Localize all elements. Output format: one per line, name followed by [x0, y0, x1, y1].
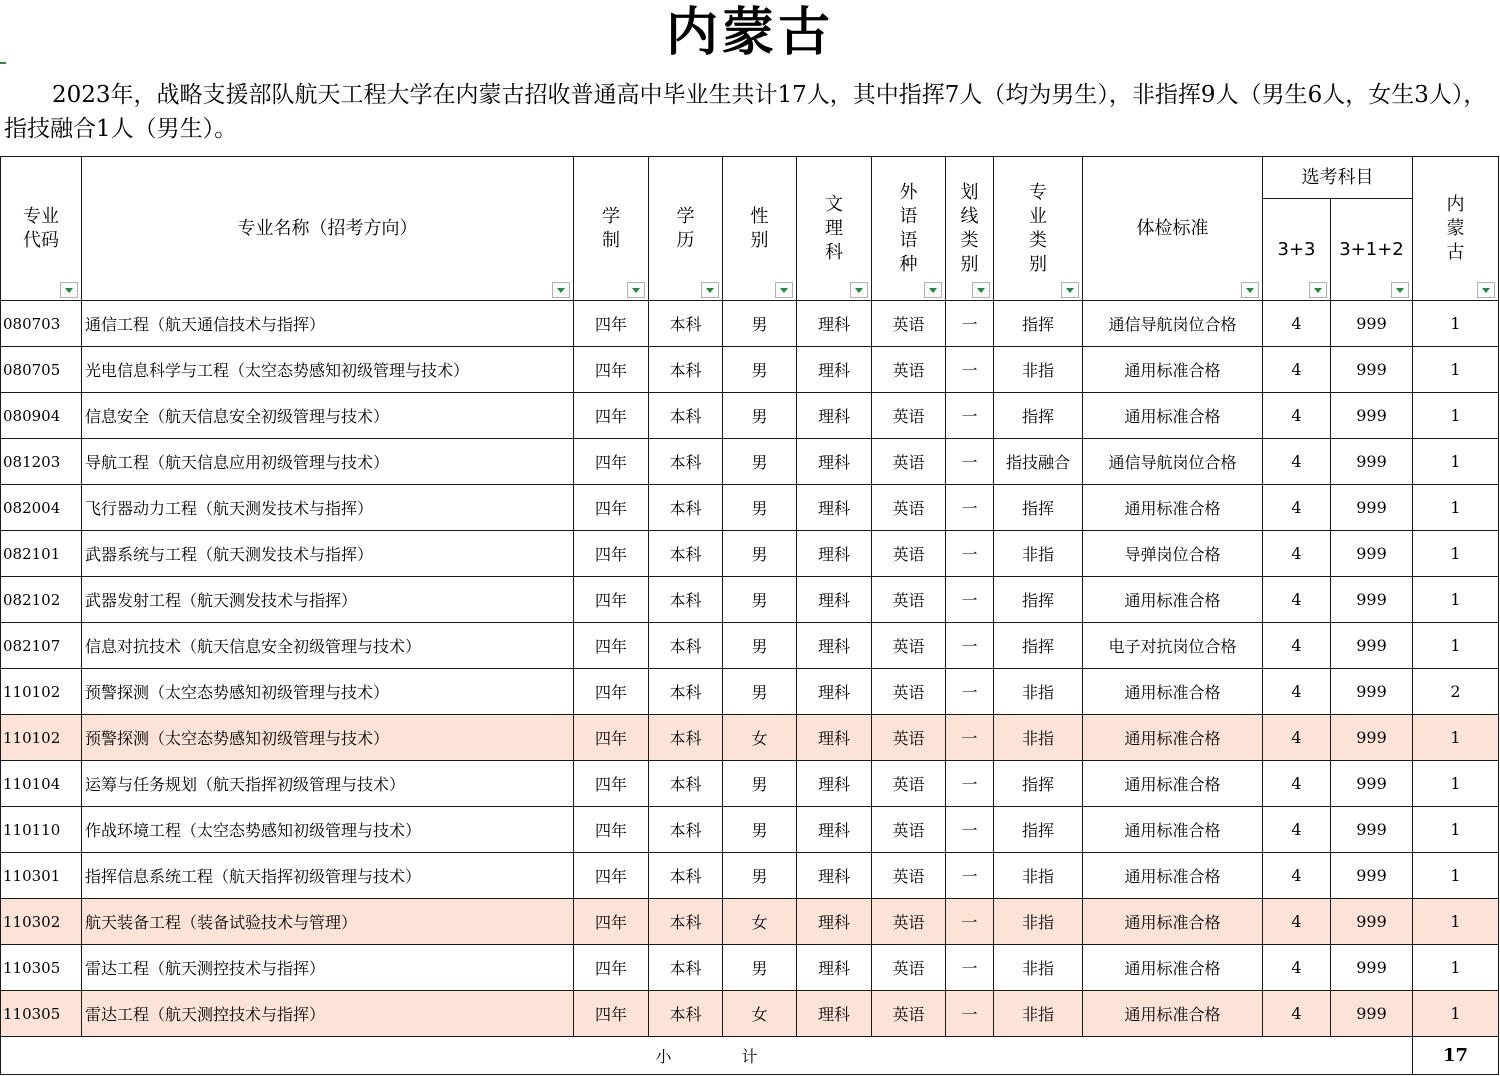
admission-table: [0, 156, 1499, 1075]
cell-language: 英语: [872, 347, 946, 393]
cell-gender: 女: [723, 991, 797, 1037]
cell-name: 雷达工程（航天测控技术与指挥）: [82, 991, 574, 1037]
cell-code: 082102: [1, 577, 82, 623]
cell-quota: 1: [1413, 577, 1499, 623]
cell-major-type: 非指: [994, 945, 1083, 991]
subtotal-label: 小 计: [1, 1037, 1413, 1075]
cell-e312: 999: [1331, 807, 1413, 853]
cell-gender: 男: [723, 347, 797, 393]
cell-line-type: 一: [946, 761, 994, 807]
cell-duration: 四年: [574, 301, 649, 347]
cell-degree: 本科: [649, 715, 723, 761]
cell-e33: 4: [1263, 761, 1331, 807]
cell-degree: 本科: [649, 945, 723, 991]
cell-e312: 999: [1331, 991, 1413, 1037]
table-row: [1, 485, 1499, 531]
cell-quota: 1: [1413, 301, 1499, 347]
cell-duration: 四年: [574, 485, 649, 531]
header-line-type: 划 线 类 别: [946, 157, 994, 301]
cell-degree: 本科: [649, 393, 723, 439]
cell-major-type: 非指: [994, 899, 1083, 945]
cell-gender: 女: [723, 715, 797, 761]
cell-major-type: 指挥: [994, 485, 1083, 531]
filter-dropdown-icon[interactable]: [60, 282, 78, 298]
cell-duration: 四年: [574, 577, 649, 623]
cell-duration: 四年: [574, 623, 649, 669]
cell-line-type: 一: [946, 439, 994, 485]
cell-physical: 通信导航岗位合格: [1083, 439, 1263, 485]
cell-quota: 1: [1413, 899, 1499, 945]
table-row: [1, 807, 1499, 853]
page-title: 内蒙古: [665, 2, 834, 63]
cell-name: 运筹与任务规划（航天指挥初级管理与技术）: [82, 761, 574, 807]
cell-e33: 4: [1263, 715, 1331, 761]
cell-track: 理科: [797, 531, 872, 577]
cell-track: 理科: [797, 669, 872, 715]
header-physical: 体检标准: [1083, 157, 1263, 301]
cell-line-type: 一: [946, 991, 994, 1037]
cell-duration: 四年: [574, 991, 649, 1037]
cell-corner-mark: [0, 62, 6, 68]
cell-duration: 四年: [574, 853, 649, 899]
cell-major-type: 非指: [994, 669, 1083, 715]
filter-dropdown-icon[interactable]: [1061, 282, 1079, 298]
cell-quota: 1: [1413, 945, 1499, 991]
cell-e312: 999: [1331, 485, 1413, 531]
cell-physical: 通用标准合格: [1083, 715, 1263, 761]
cell-code: 082101: [1, 531, 82, 577]
cell-physical: 通用标准合格: [1083, 853, 1263, 899]
cell-name: 信息安全（航天信息安全初级管理与技术）: [82, 393, 574, 439]
cell-language: 英语: [872, 485, 946, 531]
cell-e312: 999: [1331, 715, 1413, 761]
cell-major-type: 指技融合: [994, 439, 1083, 485]
cell-quota: 1: [1413, 531, 1499, 577]
filter-dropdown-icon[interactable]: [850, 282, 868, 298]
cell-code: 082107: [1, 623, 82, 669]
cell-e33: 4: [1263, 945, 1331, 991]
cell-duration: 四年: [574, 761, 649, 807]
cell-track: 理科: [797, 301, 872, 347]
cell-line-type: 一: [946, 393, 994, 439]
cell-track: 理科: [797, 899, 872, 945]
cell-duration: 四年: [574, 347, 649, 393]
cell-line-type: 一: [946, 623, 994, 669]
cell-name: 航天装备工程（装备试验技术与管理）: [82, 899, 574, 945]
cell-e33: 4: [1263, 623, 1331, 669]
cell-language: 英语: [872, 761, 946, 807]
cell-gender: 男: [723, 945, 797, 991]
cell-code: 080904: [1, 393, 82, 439]
cell-degree: 本科: [649, 531, 723, 577]
cell-name: 武器发射工程（航天测发技术与指挥）: [82, 577, 574, 623]
cell-track: 理科: [797, 393, 872, 439]
cell-e33: 4: [1263, 393, 1331, 439]
cell-degree: 本科: [649, 485, 723, 531]
cell-language: 英语: [872, 853, 946, 899]
cell-e33: 4: [1263, 531, 1331, 577]
cell-track: 理科: [797, 347, 872, 393]
cell-duration: 四年: [574, 669, 649, 715]
filter-dropdown-icon[interactable]: [775, 282, 793, 298]
cell-e33: 4: [1263, 485, 1331, 531]
cell-degree: 本科: [649, 669, 723, 715]
cell-name: 预警探测（太空态势感知初级管理与技术）: [82, 715, 574, 761]
cell-gender: 男: [723, 485, 797, 531]
cell-track: 理科: [797, 761, 872, 807]
cell-gender: 男: [723, 393, 797, 439]
cell-quota: 1: [1413, 853, 1499, 899]
cell-code: 081203: [1, 439, 82, 485]
header-duration: 学 制: [574, 157, 649, 301]
cell-name: 预警探测（太空态势感知初级管理与技术）: [82, 669, 574, 715]
cell-duration: 四年: [574, 899, 649, 945]
cell-duration: 四年: [574, 715, 649, 761]
header-track: 文 理 科: [797, 157, 872, 301]
header-gender: 性 别: [723, 157, 797, 301]
cell-quota: 1: [1413, 439, 1499, 485]
cell-name: 光电信息科学与工程（太空态势感知初级管理与技术）: [82, 347, 574, 393]
cell-gender: 男: [723, 531, 797, 577]
subtotal-row: [1, 1037, 1499, 1075]
cell-language: 英语: [872, 393, 946, 439]
table-row: [1, 301, 1499, 347]
cell-major-type: 非指: [994, 991, 1083, 1037]
cell-e312: 999: [1331, 761, 1413, 807]
cell-e312: 999: [1331, 945, 1413, 991]
cell-code: 110301: [1, 853, 82, 899]
filter-dropdown-icon[interactable]: [1309, 282, 1327, 298]
cell-physical: 电子对抗岗位合格: [1083, 623, 1263, 669]
cell-physical: 通用标准合格: [1083, 807, 1263, 853]
header-language: 外 语 语 种: [872, 157, 946, 301]
cell-language: 英语: [872, 439, 946, 485]
cell-gender: 男: [723, 623, 797, 669]
header-elective: 选考科目: [1263, 157, 1413, 199]
cell-gender: 男: [723, 439, 797, 485]
cell-e312: 999: [1331, 301, 1413, 347]
cell-code: 110110: [1, 807, 82, 853]
cell-physical: 通用标准合格: [1083, 485, 1263, 531]
cell-quota: 1: [1413, 623, 1499, 669]
cell-degree: 本科: [649, 347, 723, 393]
cell-gender: 男: [723, 577, 797, 623]
cell-line-type: 一: [946, 577, 994, 623]
cell-quota: 2: [1413, 669, 1499, 715]
cell-line-type: 一: [946, 485, 994, 531]
filter-dropdown-icon[interactable]: [924, 282, 942, 298]
cell-track: 理科: [797, 853, 872, 899]
cell-major-type: 非指: [994, 531, 1083, 577]
cell-line-type: 一: [946, 945, 994, 991]
cell-degree: 本科: [649, 991, 723, 1037]
cell-code: 110102: [1, 669, 82, 715]
filter-dropdown-icon[interactable]: [1391, 282, 1409, 298]
table-row: [1, 853, 1499, 899]
cell-quota: 1: [1413, 715, 1499, 761]
cell-major-type: 指挥: [994, 623, 1083, 669]
cell-gender: 男: [723, 853, 797, 899]
cell-language: 英语: [872, 991, 946, 1037]
cell-e312: 999: [1331, 531, 1413, 577]
cell-code: 110305: [1, 991, 82, 1037]
cell-e33: 4: [1263, 347, 1331, 393]
cell-quota: 1: [1413, 807, 1499, 853]
cell-code: 110102: [1, 715, 82, 761]
cell-line-type: 一: [946, 531, 994, 577]
cell-quota: 1: [1413, 485, 1499, 531]
cell-major-type: 指挥: [994, 577, 1083, 623]
subtotal-value: 17: [1413, 1037, 1499, 1075]
cell-name: 通信工程（航天通信技术与指挥）: [82, 301, 574, 347]
cell-major-type: 指挥: [994, 301, 1083, 347]
cell-code: 080705: [1, 347, 82, 393]
cell-e33: 4: [1263, 807, 1331, 853]
cell-degree: 本科: [649, 439, 723, 485]
header-elective-3-1-2: 3+1+2: [1331, 199, 1413, 301]
table-row: [1, 531, 1499, 577]
header-name: 专业名称（招考方向）: [82, 157, 574, 301]
cell-degree: 本科: [649, 577, 723, 623]
cell-language: 英语: [872, 945, 946, 991]
cell-physical: 通用标准合格: [1083, 945, 1263, 991]
filter-dropdown-icon[interactable]: [1477, 282, 1495, 298]
cell-code: 082004: [1, 485, 82, 531]
cell-physical: 通用标准合格: [1083, 669, 1263, 715]
cell-e33: 4: [1263, 853, 1331, 899]
cell-major-type: 非指: [994, 347, 1083, 393]
cell-code: 110302: [1, 899, 82, 945]
filter-dropdown-icon[interactable]: [1241, 282, 1259, 298]
table-row: [1, 623, 1499, 669]
table-row: [1, 945, 1499, 991]
cell-degree: 本科: [649, 899, 723, 945]
cell-gender: 男: [723, 669, 797, 715]
cell-code: 110305: [1, 945, 82, 991]
cell-line-type: 一: [946, 715, 994, 761]
intro-paragraph: 2023年，战略支援部队航天工程大学在内蒙古招收普通高中毕业生共计17人，其中指挥7人（均为男生），非指挥9人（男生6人，女生3人），指技融合1人（男生）。: [4, 82, 1487, 142]
cell-line-type: 一: [946, 853, 994, 899]
cell-line-type: 一: [946, 899, 994, 945]
cell-physical: 导弹岗位合格: [1083, 531, 1263, 577]
cell-e33: 4: [1263, 301, 1331, 347]
cell-duration: 四年: [574, 531, 649, 577]
cell-track: 理科: [797, 715, 872, 761]
cell-line-type: 一: [946, 807, 994, 853]
cell-physical: 通用标准合格: [1083, 393, 1263, 439]
cell-line-type: 一: [946, 347, 994, 393]
cell-degree: 本科: [649, 301, 723, 347]
cell-line-type: 一: [946, 301, 994, 347]
table-row: [1, 991, 1499, 1037]
cell-track: 理科: [797, 623, 872, 669]
cell-physical: 通用标准合格: [1083, 347, 1263, 393]
cell-major-type: 指挥: [994, 761, 1083, 807]
cell-track: 理科: [797, 485, 872, 531]
table-row: [1, 669, 1499, 715]
cell-physical: 通信导航岗位合格: [1083, 301, 1263, 347]
cell-quota: 1: [1413, 347, 1499, 393]
cell-degree: 本科: [649, 623, 723, 669]
cell-e312: 999: [1331, 853, 1413, 899]
cell-track: 理科: [797, 577, 872, 623]
cell-e312: 999: [1331, 577, 1413, 623]
table-row: [1, 761, 1499, 807]
header-code: 专业 代码: [1, 157, 82, 301]
cell-name: 信息对抗技术（航天信息安全初级管理与技术）: [82, 623, 574, 669]
cell-e33: 4: [1263, 439, 1331, 485]
cell-track: 理科: [797, 991, 872, 1037]
cell-e312: 999: [1331, 439, 1413, 485]
cell-degree: 本科: [649, 853, 723, 899]
cell-e312: 999: [1331, 393, 1413, 439]
cell-name: 雷达工程（航天测控技术与指挥）: [82, 945, 574, 991]
filter-dropdown-icon[interactable]: [701, 282, 719, 298]
table-row: [1, 347, 1499, 393]
cell-major-type: 非指: [994, 853, 1083, 899]
header-degree: 学 历: [649, 157, 723, 301]
cell-physical: 通用标准合格: [1083, 899, 1263, 945]
cell-quota: 1: [1413, 991, 1499, 1037]
cell-duration: 四年: [574, 393, 649, 439]
cell-name: 飞行器动力工程（航天测发技术与指挥）: [82, 485, 574, 531]
cell-e33: 4: [1263, 577, 1331, 623]
cell-gender: 男: [723, 807, 797, 853]
cell-name: 作战环境工程（太空态势感知初级管理与技术）: [82, 807, 574, 853]
cell-name: 导航工程（航天信息应用初级管理与技术）: [82, 439, 574, 485]
cell-e33: 4: [1263, 991, 1331, 1037]
cell-language: 英语: [872, 301, 946, 347]
cell-physical: 通用标准合格: [1083, 761, 1263, 807]
cell-track: 理科: [797, 439, 872, 485]
cell-e33: 4: [1263, 669, 1331, 715]
filter-dropdown-icon[interactable]: [627, 282, 645, 298]
cell-code: 110104: [1, 761, 82, 807]
cell-language: 英语: [872, 577, 946, 623]
cell-name: 武器系统与工程（航天测发技术与指挥）: [82, 531, 574, 577]
table-row: [1, 393, 1499, 439]
cell-duration: 四年: [574, 945, 649, 991]
header-elective-3-3: 3+3: [1263, 199, 1331, 301]
cell-language: 英语: [872, 899, 946, 945]
cell-language: 英语: [872, 531, 946, 577]
table-row: [1, 577, 1499, 623]
cell-physical: 通用标准合格: [1083, 577, 1263, 623]
filter-dropdown-icon[interactable]: [552, 282, 570, 298]
cell-track: 理科: [797, 945, 872, 991]
table-row: [1, 899, 1499, 945]
cell-degree: 本科: [649, 761, 723, 807]
filter-dropdown-icon[interactable]: [972, 282, 990, 298]
cell-language: 英语: [872, 715, 946, 761]
cell-gender: 女: [723, 899, 797, 945]
cell-language: 英语: [872, 623, 946, 669]
cell-major-type: 指挥: [994, 807, 1083, 853]
header-major-type: 专 业 类 别: [994, 157, 1083, 301]
cell-gender: 男: [723, 301, 797, 347]
table-row: [1, 715, 1499, 761]
cell-e312: 999: [1331, 669, 1413, 715]
cell-major-type: 非指: [994, 715, 1083, 761]
cell-duration: 四年: [574, 439, 649, 485]
cell-name: 指挥信息系统工程（航天指挥初级管理与技术）: [82, 853, 574, 899]
cell-e312: 999: [1331, 347, 1413, 393]
cell-gender: 男: [723, 761, 797, 807]
cell-language: 英语: [872, 669, 946, 715]
cell-major-type: 指挥: [994, 393, 1083, 439]
header-quota: 内 蒙 古: [1413, 157, 1499, 301]
cell-physical: 通用标准合格: [1083, 991, 1263, 1037]
cell-e33: 4: [1263, 899, 1331, 945]
cell-line-type: 一: [946, 669, 994, 715]
cell-quota: 1: [1413, 761, 1499, 807]
cell-degree: 本科: [649, 807, 723, 853]
cell-duration: 四年: [574, 807, 649, 853]
cell-code: 080703: [1, 301, 82, 347]
table-row: [1, 439, 1499, 485]
cell-language: 英语: [872, 807, 946, 853]
cell-quota: 1: [1413, 393, 1499, 439]
cell-e312: 999: [1331, 899, 1413, 945]
cell-e312: 999: [1331, 623, 1413, 669]
cell-track: 理科: [797, 807, 872, 853]
